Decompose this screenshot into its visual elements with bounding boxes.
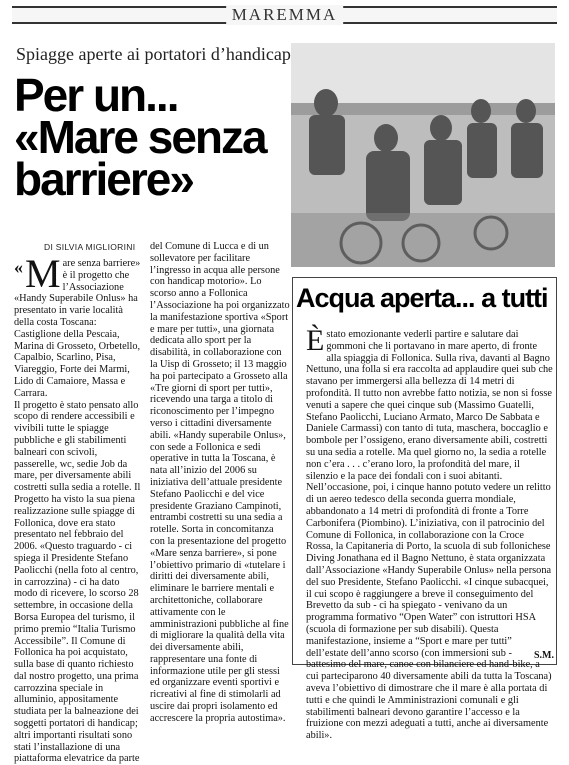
article-column-2 (150, 241, 290, 725)
section-header-bar (12, 6, 557, 24)
article-photo (291, 43, 555, 267)
byline-author: SILVIA MIGLIORINI (55, 242, 136, 252)
article-headline: Per un... «Mare senza barriere» (14, 69, 266, 205)
section-label: MAREMMA (226, 5, 344, 25)
opening-quote-mark: « (14, 257, 23, 277)
group-photo-illustration (291, 43, 555, 267)
author-signature: S.M. (534, 650, 554, 661)
sidebar-article-body (306, 324, 553, 742)
byline-prefix: DI (44, 242, 54, 252)
column-2-body-text: del Comune di Lucca e di un sollevatore per facilitare l’ingresso in acqua alle persone con handicap motorio». Lo scorso anno a Follonica l’Associazione ha poi organizzato la manifestazione sportiva «Sport e mare per tutti», una giornata dedicata allo sport per la disabilità, in collaborazione con la Uisp di Grosseto; il 13 maggio ha poi partecipato a Grosseto alla «Tre giorni di sport per tutti», ricevendo una targa a titolo di riconoscimento per l’impegno verso i cittadini diversamente abili. «Handy superabile Onlus», con sede a Follonica e sedi operative in tutta la Toscana, è nata all’inizio del 2006 su iniziativa dell’attuale presidente Stefano Paolicchi e del vice presidente Graziano Campinoti, entrambi costretti su una sedia a rotelle. Sorta in concomitanza con la presentazione del progetto «Mare senza barriere», si pone l’obiettivo primario di «tutelare i diritti dei diversamente abili, eliminare le barriere mentali e architettoniche, collaborare attivamente con le amministrazioni pubbliche al fine di migliorare la qualità della vita dei diversamente abili, rappresentare una fonte di informazione utile per gli stessi ed organizzare eventi sportivi e ricreativi al fine di stimolarli ad uscire dai propri isolamento ed accrescere la propria autostima». (150, 241, 290, 724)
sidebar-paragraph-1: stato emozionante vederli partire e salutare dai gommoni che li portavano in mare aperto, di fronte alla spiaggia di Follonica. Sulla riva, davanti al Bagno Nettuno, una folla si era raccolta ad applaudire quei sub che stavano per immergersi alla bellezza di 14 metri di profondità. Il tutto non avrebbe fatto notizia, se non si fosse venuti a sapere che quei cinque sub (Massimo Guatelli, Stefano Paolicchi, Luciano Armato, Marco De Sabbata e Daniele Carmassi) con tanto di tuta, maschera, boccaglio e bombole per l’ossigeno, erano diversamente abili, costretti su una sedia a rotelle. Ma quel giorno no, la sedia a rotelle non c’era . . . c’erano loro, la profondità del mare, il silenzio e la pace dei fondali con i suoi abitanti. (306, 329, 553, 482)
column-1-body-text: Il progetto è stato pensato allo scopo di rendere accessibili e vivibili tutte le spiagge pubbliche e gli stabilimenti balneari con scivoli, passerelle, wc, sedie Job da mare, per diversamente abili costretti sulla sedia a rotelle. Il Progetto ha visto la sua piena realizzazione sulle spiagge di Follonica, dove era stato presentato nel febbraio del 2006. «Questo traguardo - ci spiega il Presidente Stefano Paolicchi (nella foto al centro, in carrozzina) - ci ha dato modo di ricevere, lo scorso 28 settembre, in occasione della Borsa Europea del turismo, il primo premio “Italia Turismo Accessibile”. Il Comune di Follonica ha poi acquistato, sulla base di quanto richiesto dal nostro progetto, una prima carrozzina speciale in alluminio, appositamente studiata per la balneazione dei soggetti portatori di handicap; altri importanti risultati sono stati l’installazione di una piattaforma elevatrice da parte (14, 399, 141, 765)
article-kicker: Spiagge aperte ai portatori d’handicap (16, 44, 291, 64)
article-column-1 (14, 251, 142, 765)
sidebar-paragraph-2: Nell’occasione, poi, i cinque hanno potuto vedere un relitto di un aereo tedesco della seconda guerra mondiale, abbandonato a 14 metri di profondità di fronte a Torre Carbonifera (Piombino). L’iniziativa, con il patrocinio del Comune di Follonica, in collaborazione con la Croce Rossa, la Capitaneria di Porto, la scuola di sub follonichese Diving Jonathana ed il Bagno Nettuno, è stata organizzata dall’Associazione «Handy Superabile Onlus» nella persona del suo Presidente, Stefano Paolicchi. «I cinque subacquei, il cui scopo è raggiungere a breve il conseguimento del Brevetto da sub - ci ha spiegato - venivano da un programma formativo “Open Water” con istruttori HSA (scuola di formazione per sub disabili). Questa manifestazione, insieme a “Sport e mare per tutti” dell’estate dell’anno scorso (con immersioni sub - battesimo del mare, canoe con bilanciere ed hand-bike, a cui parteciparono 40 diversamente abili da tutta la Toscana) aveva l’obiettivo di dimostrare che il mare è alla portata di tutti e che quindi le Amministrazioni comunali e gli stabilimenti balneari devono garantire l’accesso e la fruizione con mezzi adeguati a tutti, anche ai diversamente abili». (306, 482, 552, 742)
column-1-lead-text: are senza barriere» è il progetto che l’Associazione «Handy Superabile Onlus» ha presentato in varie località della costa Toscana: Castiglione della Pescaia, Marina di Grosseto, Orbetello, Capalbio, Scarlino, Pisa, Viareggio, Forte dei Marmi, Lido di Camaiore, Massa e Carrara. (14, 258, 141, 399)
sidebar-drop-cap: È (306, 324, 325, 357)
sidebar-headline: Acqua aperta... a tutti (296, 283, 548, 313)
drop-cap-letter: M (25, 251, 61, 296)
